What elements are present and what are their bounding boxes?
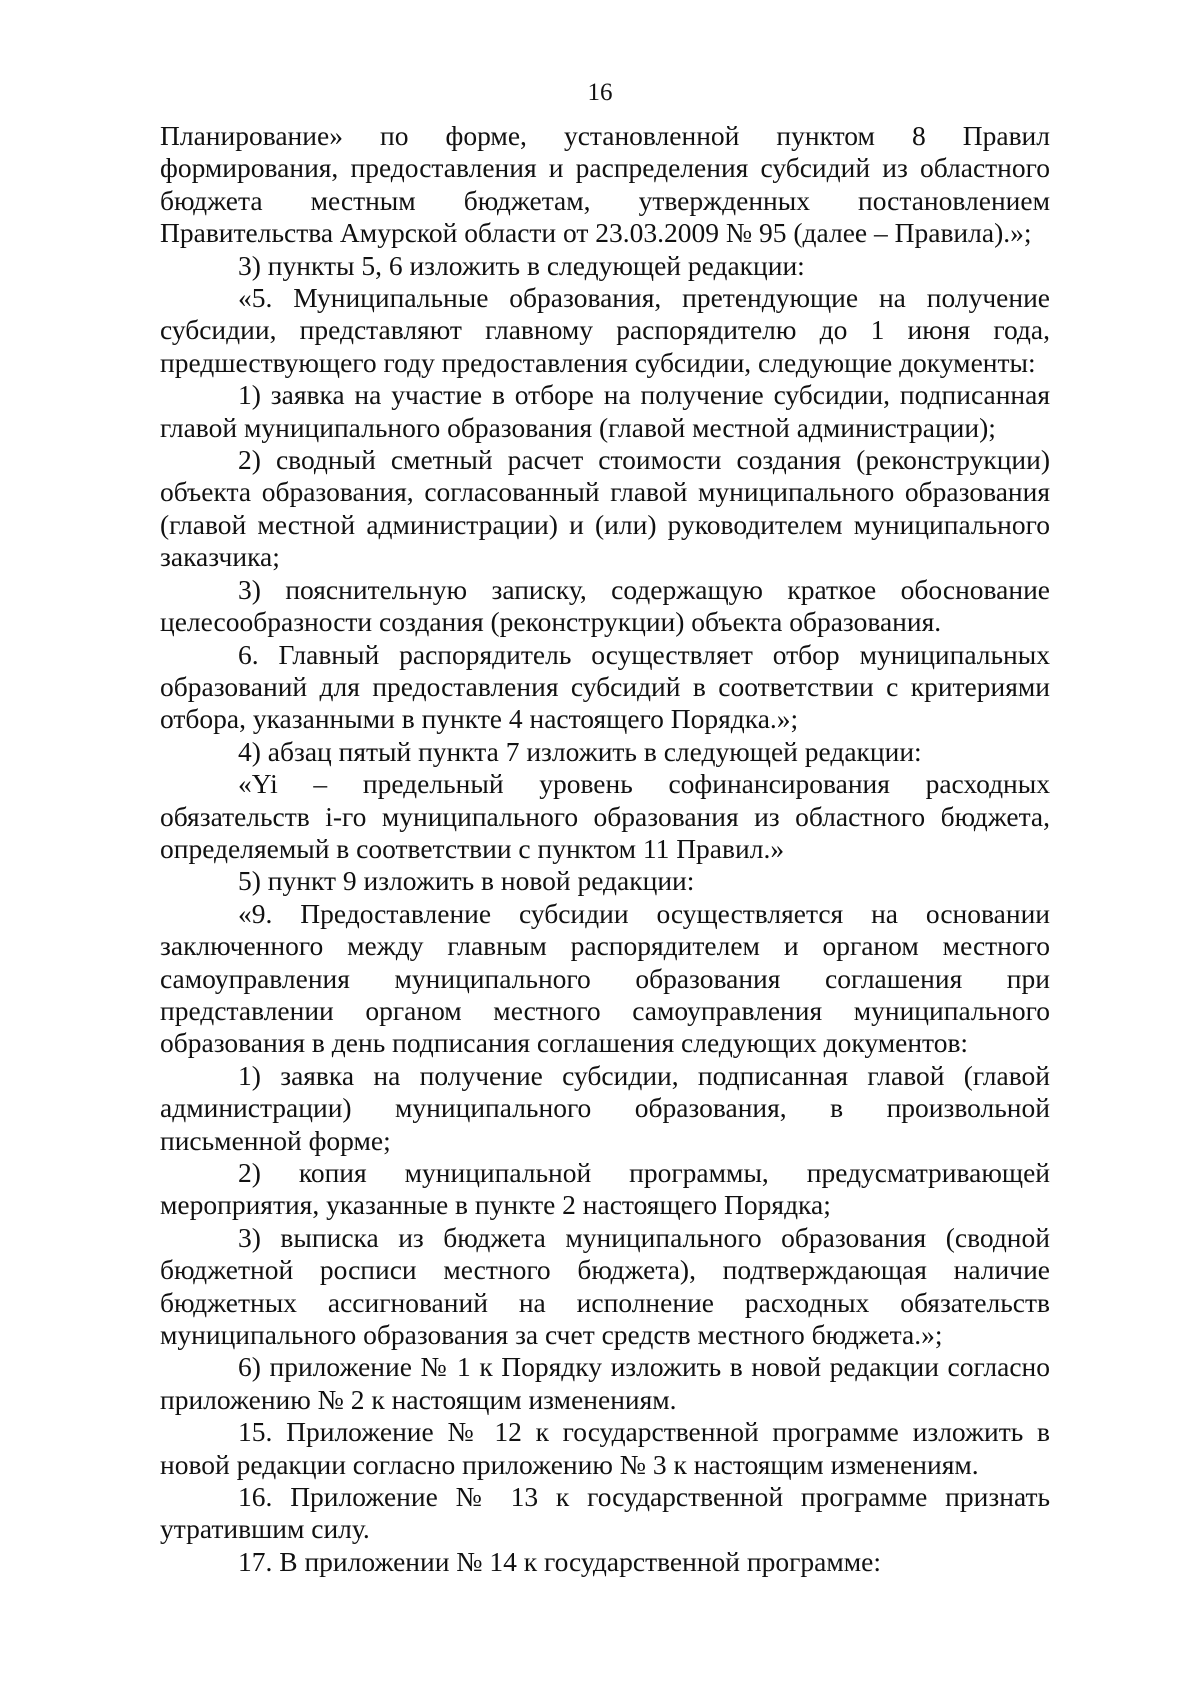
document-body <box>160 120 1050 1578</box>
paragraph-item-5: 5) пункт 9 изложить в новой редакции: <box>238 865 695 897</box>
paragraph-submission-2: 2) копия муниципальной программы, предусматривающей мероприятия, указанные в пункте 2 настоящего Порядка; <box>160 1157 1050 1221</box>
paragraph-point-6: 6. Главный распорядитель осуществляет отбор муниципальных образований для предоставления субсидий в соответствии с критериями отбора, указанными в пункте 4 настоящего Порядка.»; <box>160 638 1050 735</box>
paragraph-submission-3: 3) выписка из бюджета муниципального образования (сводной бюджетной росписи местного бюджета), подтверждающая наличие бюджетных ассигнований на исполнение расходных обязательств муниципального образования за счет средств местного бюджета.»; <box>160 1221 1050 1351</box>
page-number: 16 <box>587 79 613 106</box>
paragraph-doc-3: 3) пояснительную записку, содержащую краткое обоснование целесообразности создания (реконструкции) объекта образования. <box>160 573 1050 638</box>
paragraph-submission-1: 1) заявка на получение субсидии, подписанная главой (главой администрации) муниципального образования, в произвольной письменной форме; <box>160 1059 1050 1156</box>
paragraph-section-16: 16. Приложение № 13 к государственной программе признать утратившим силу. <box>160 1481 1050 1545</box>
paragraph-doc-1: 1) заявка на участие в отборе на получение субсидии, подписанная главой муниципального образования (главой местной администрации); <box>160 379 1050 443</box>
paragraph-item-3: 3) пункты 5, 6 изложить в следующей редакции: <box>238 249 805 281</box>
paragraph-item-6: 6) приложение № 1 к Порядку изложить в новой редакции согласно приложению № 2 к настоящим изменениям. <box>160 1351 1050 1415</box>
paragraph-continuation: Планирование» по форме, установленной пунктом 8 Правил формирования, предоставления и распределения субсидий из областного бюджета местным бюджетам, утвержденных постановлением Правительства Амурской области от 23.03.2009 № 95 (далее – Правила).»; <box>160 120 1050 249</box>
paragraph-doc-2: 2) сводный сметный расчет стоимости создания (реконструкции) объекта образования, согласованный главой муниципального образования (главой местной администрации) и (или) руководителем муниципального заказчика; <box>160 444 1050 573</box>
paragraph-section-15: 15. Приложение № 12 к государственной программе изложить в новой редакции согласно приложению № 3 к настоящим изменениям. <box>160 1416 1050 1480</box>
paragraph-yi-definition: «Yi – предельный уровень софинансирования расходных обязательств i-го муниципального образования из областного бюджета, определяемый в соответствии с пунктом 11 Правил.» <box>160 768 1050 864</box>
paragraph-section-17: 17. В приложении № 14 к государственной программе: <box>238 1545 882 1577</box>
paragraph-point-5: «5. Муниципальные образования, претендующие на получение субсидии, представляют главному распорядителю до 1 июня года, предшествующего году предоставления субсидии, следующие документы: <box>160 282 1050 378</box>
paragraph-point-9: «9. Предоставление субсидии осуществляется на основании заключенного между главным распорядителем и органом местного самоуправления муниципального образования соглашения при представлении органом местного самоуправления муниципального образования в день подписания соглашения следующих документов: <box>160 897 1050 1059</box>
paragraph-item-4: 4) абзац пятый пункта 7 изложить в следующей редакции: <box>238 735 922 767</box>
